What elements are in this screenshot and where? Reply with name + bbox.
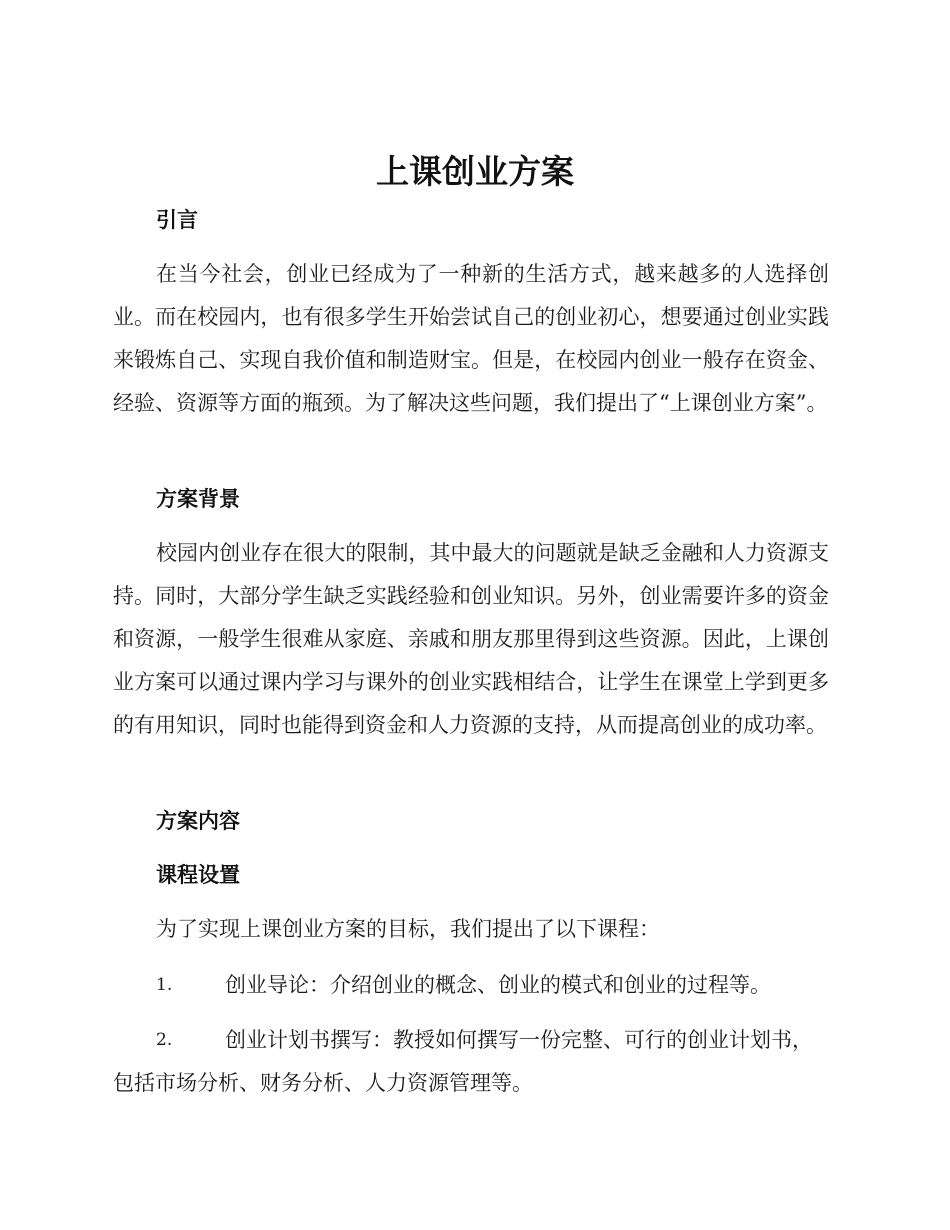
list-item-text: 创业计划书撰写：教授如何撰写一份完整、可行的创业计划书， [225,1028,813,1052]
heading-intro: 引言 [156,208,198,232]
paragraph-background: 校园内创业存在很大的限制，其中最大的问题就是缺乏金融和人力资源支持。同时，大部分学生缺乏实践经验和创业知识。另外，创业需要许多的资金和资源，一般学生很难从家庭、亲戚和朋友那里得到这些资源。因此，上课创业方案可以通过课内学习与课外的创业实践相结合，让学生在课堂上学到更多的有用知识，同时也能得到资金和人力资源的支持，从而提高创业的成功率。 [113,541,829,737]
list-item-text: 创业导论：介绍创业的概念、创业的模式和创业的过程等。 [225,973,771,997]
heading-content: 方案内容 [156,809,240,833]
list-item-number: 1. [156,975,173,995]
list-item-continuation: 包括市场分析、财务分析、人力资源管理等。 [113,1071,533,1095]
heading-courses: 课程设置 [156,863,240,887]
courses-intro-text: 为了实现上课创业方案的目标，我们提出了以下课程： [156,917,660,941]
heading-background: 方案背景 [156,487,240,511]
list-item-number: 2. [156,1030,173,1050]
document-title: 上课创业方案 [376,152,574,191]
paragraph-intro: 在当今社会，创业已经成为了一种新的生活方式，越来越多的人选择创业。而在校园内，也有很多学生开始尝试自己的创业初心，想要通过创业实践来锻炼自己、实现自我价值和制造财宝。但是，在校园内创业一般存在资金、经验、资源等方面的瓶颈。为了解决这些问题，我们提出了“上课创业方案”。 [113,262,829,415]
